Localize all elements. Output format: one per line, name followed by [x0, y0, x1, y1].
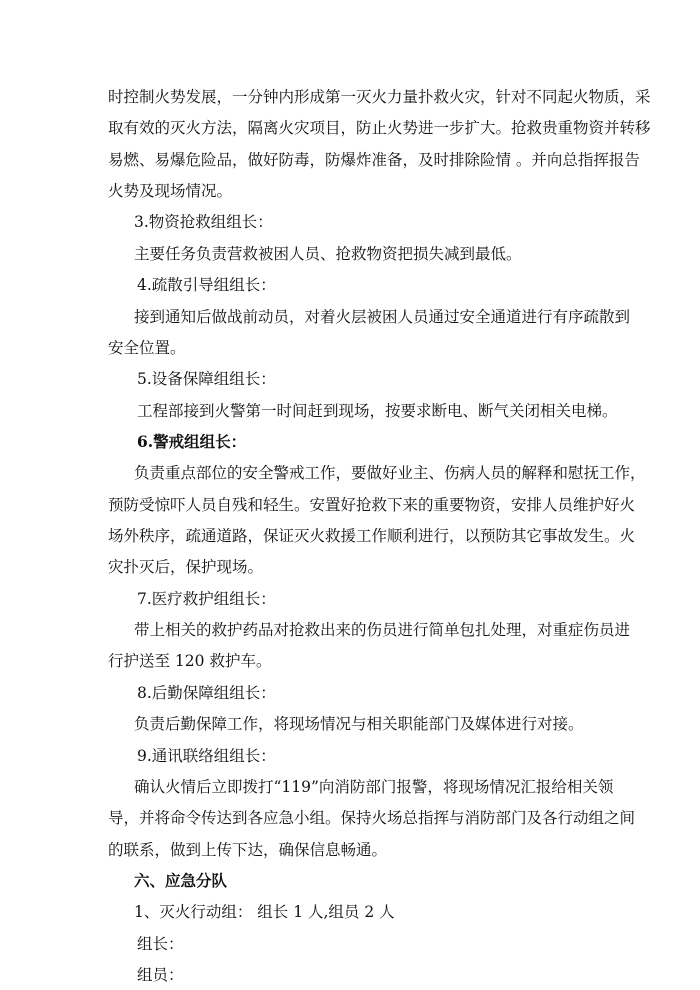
paragraph-line: 带上相关的救护药品对抢救出来的伤员进行简单包扎处理，对重症伤员进	[134, 621, 631, 639]
section-heading-emergency-teams: 六、应急分队	[134, 871, 228, 890]
team-line-fire-fighting: 1、灭火行动组： 组长 1 人,组员 2 人	[134, 903, 395, 921]
paragraph-line: 的联系，做到上传下达，确保信息畅通。	[108, 841, 388, 859]
paragraph-line: 安全位置。	[108, 339, 186, 357]
paragraph-line: 负责后勤保障工作，将现场情况与相关职能部门及媒体进行对接。	[134, 715, 584, 733]
paragraph-line: 火势及现场情况。	[108, 182, 233, 200]
heading-equipment: 5.设备保障组组长：	[137, 370, 276, 388]
team-leader-label: 组长：	[137, 935, 184, 953]
team-member-label: 组员：	[137, 966, 184, 984]
paragraph-line: 工程部接到火警第一时间赶到现场，按要求断电、断气关闭相关电梯。	[137, 402, 618, 420]
heading-evacuation: 4.疏散引导组组长：	[137, 276, 276, 294]
paragraph-line: 易燃、易爆危险品，做好防毒，防爆炸准备，及时排除险情 。并向总指挥报告	[108, 151, 640, 169]
heading-logistics: 8.后勤保障组组长：	[137, 684, 276, 702]
paragraph-line: 场外秩序，疏通道路，保证灭火救援工作顺利进行，以预防其它事故发生。火	[108, 527, 636, 545]
paragraph-line: 确认火情后立即拨打“119”向消防部门报警，将现场情况汇报给相关领	[134, 778, 614, 796]
paragraph-line: 灾扑灭后，保护现场。	[108, 558, 264, 576]
paragraph-line: 取有效的灭火方法，隔离火灾项目，防止火势进一步扩大。抢救贵重物资并转移	[108, 119, 651, 137]
paragraph-line: 主要任务负责营救被困人员、抢救物资把损失减到最低。	[134, 245, 522, 263]
paragraph-line: 预防受惊吓人员自残和轻生。安置好抢救下来的重要物资，安排人员维护好火	[108, 496, 636, 514]
paragraph-line: 负责重点部位的安全警戒工作，要做好业主、伤病人员的解释和慰抚工作，	[134, 464, 646, 482]
heading-medical: 7.医疗救护组组长：	[137, 590, 276, 608]
paragraph-line: 行护送至 120 救护车。	[108, 652, 272, 670]
paragraph-line: 导，并将命令传达到各应急小组。保持火场总指挥与消防部门及各行动组之间	[108, 809, 636, 827]
heading-material-rescue: 3.物资抢救组组长：	[134, 213, 273, 231]
heading-security: 6.警戒组组长：	[137, 432, 247, 451]
paragraph-line: 接到通知后做战前动员，对着火层被困人员通过安全通道进行有序疏散到	[134, 308, 631, 326]
heading-communication: 9.通讯联络组组长：	[137, 747, 276, 765]
paragraph-line: 时控制火势发展，一分钟内形成第一灭火力量扑救火灾，针对不同起火物质，采	[108, 88, 651, 106]
